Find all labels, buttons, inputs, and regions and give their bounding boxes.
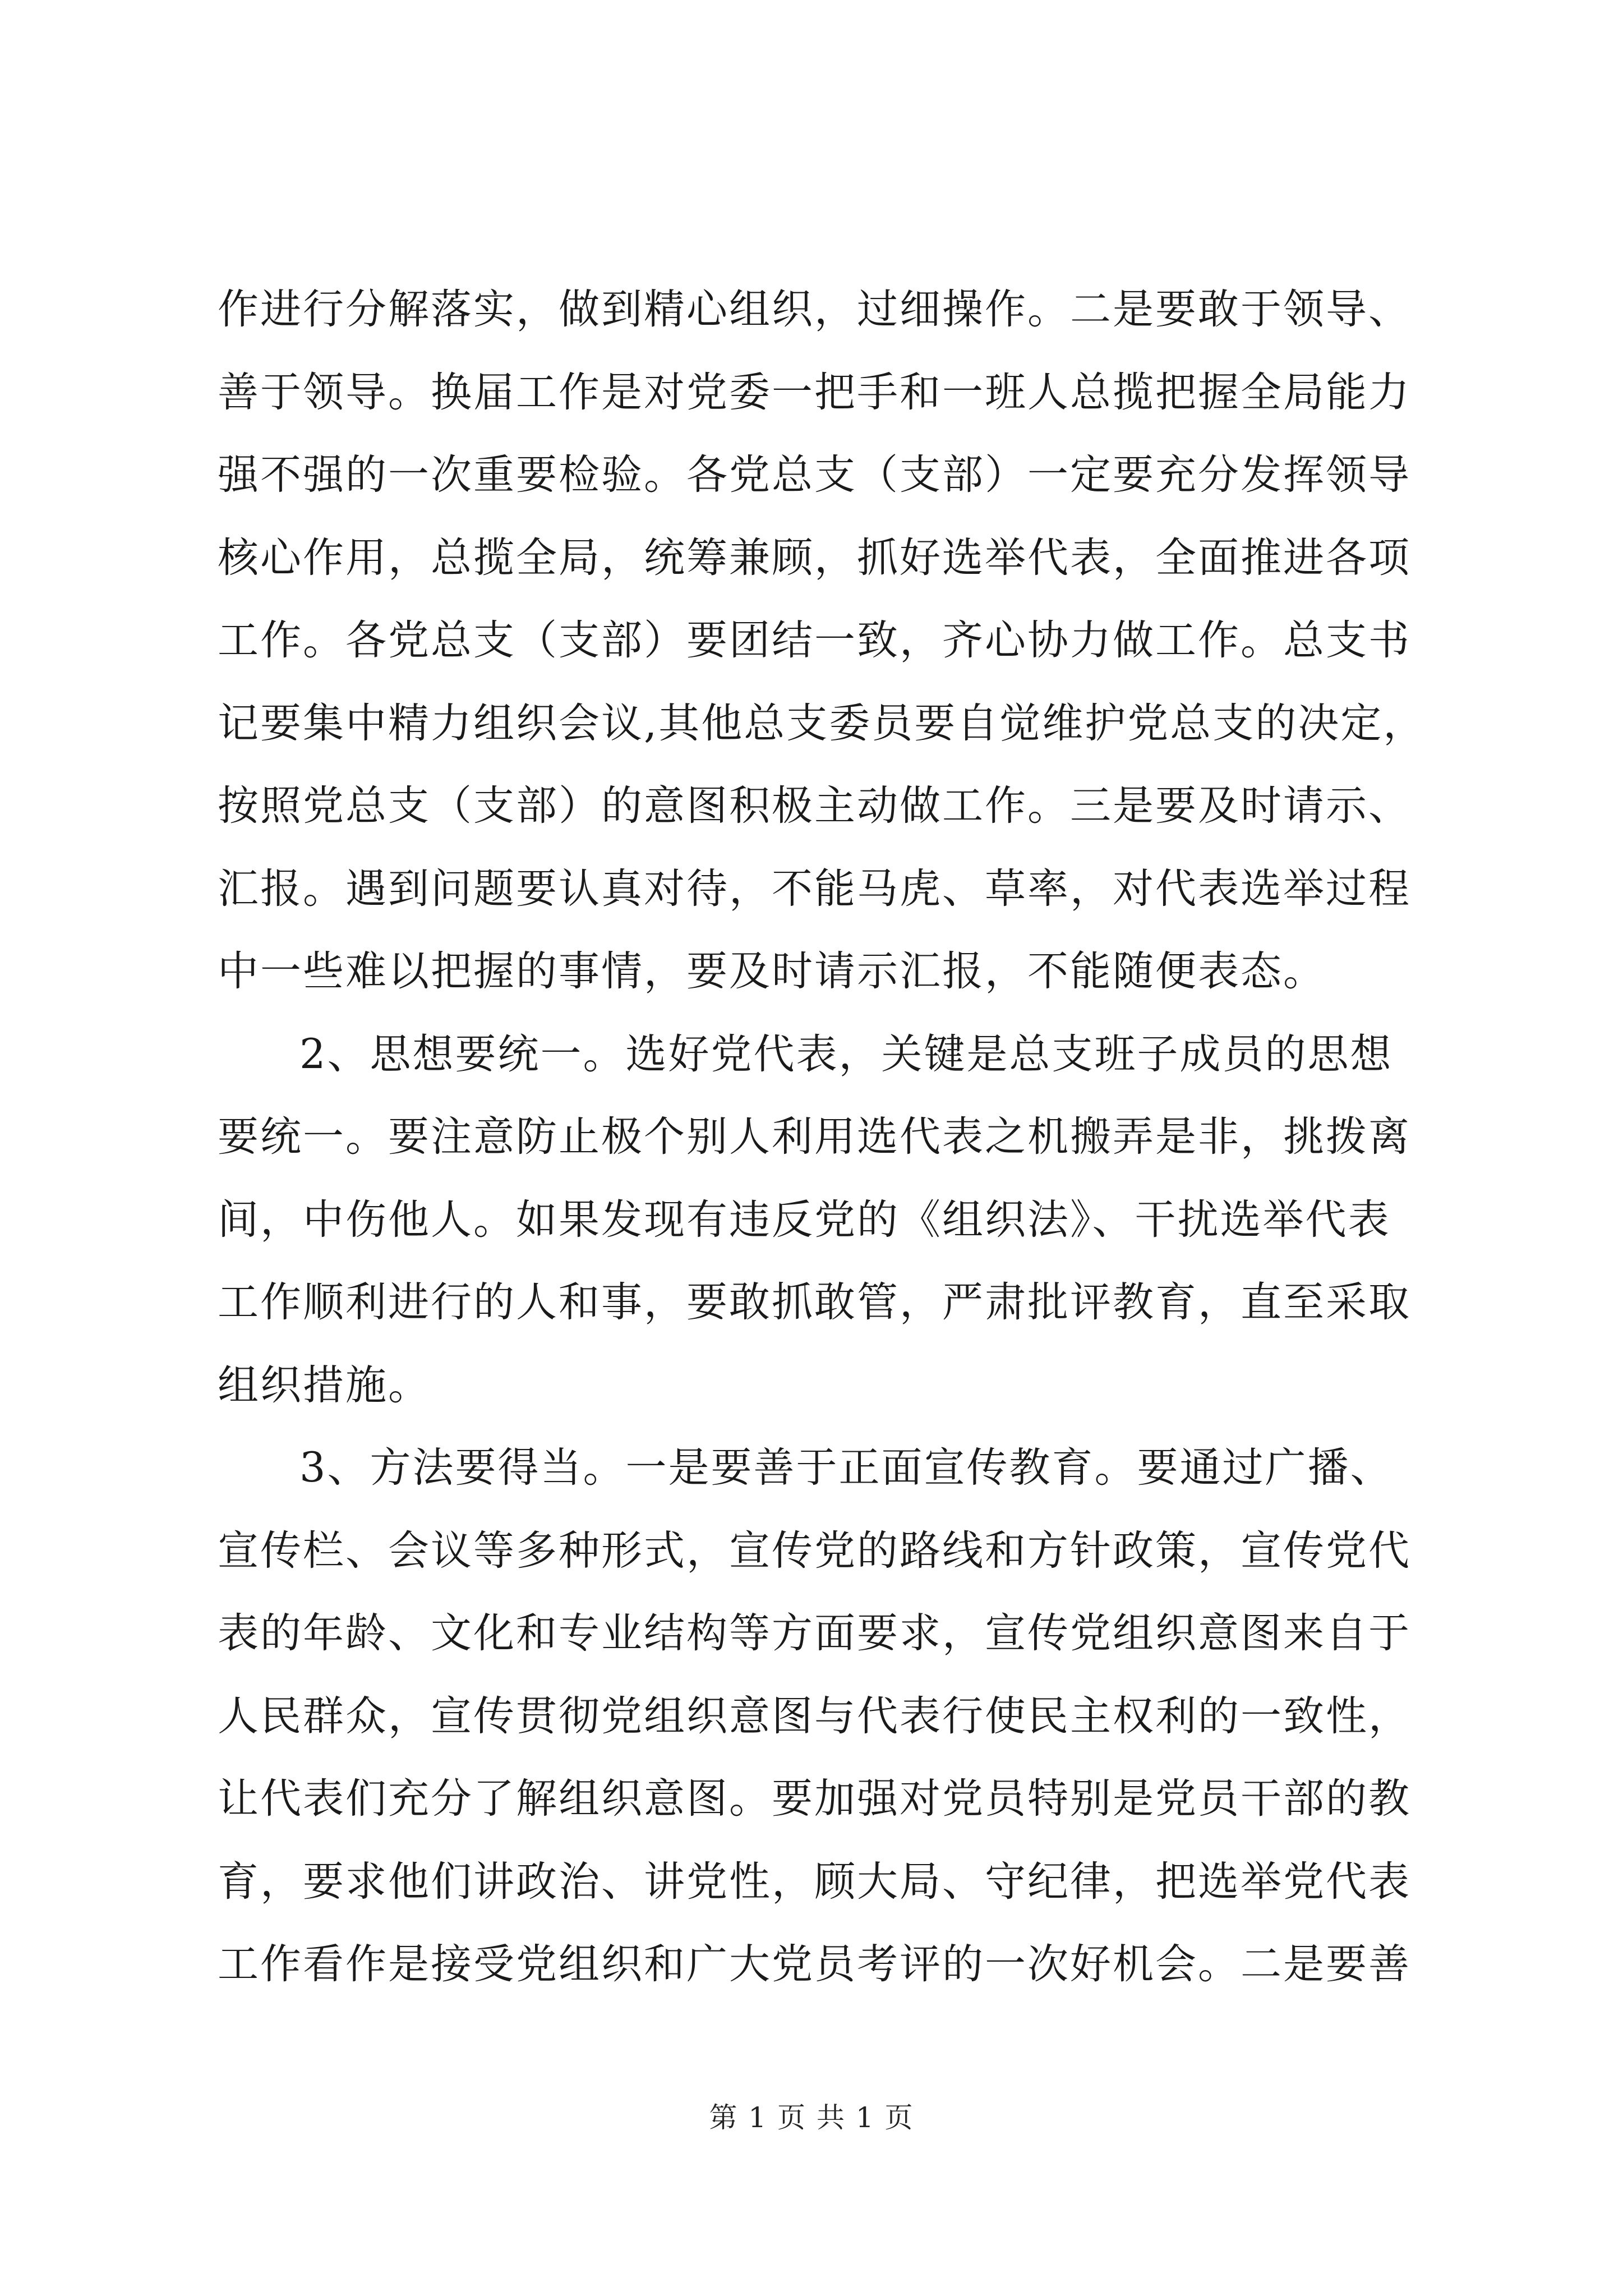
text-line: 育，要求他们讲政治、讲党性，顾大局、守纪律，把选举党代表 bbox=[218, 1857, 1411, 1906]
text-line: 善于领导。换届工作是对党委一把手和一班人总揽把握全局能力 bbox=[218, 368, 1411, 416]
text-line: 表的年龄、文化和专业结构等方面要求，宣传党组织意图来自于 bbox=[218, 1609, 1411, 1657]
text-line: 工作顺利进行的人和事，要敢抓敢管，严肃批评教育，直至采取 bbox=[218, 1278, 1411, 1326]
text-line: 作进行分解落实，做到精心组织，过细操作。二是要敢于领导、 bbox=[218, 286, 1411, 333]
text-line: 强不强的一次重要检验。各党总支（支部）一定要充分发挥领导 bbox=[218, 451, 1411, 499]
text-line: 工作看作是接受党组织和广大党员考评的一次好机会。二是要善 bbox=[218, 1940, 1411, 1988]
text-line: 按照党总支（支部）的意图积极主动做工作。三是要及时请示、 bbox=[218, 782, 1411, 830]
paragraph-start-line: 3、方法要得当。一是要善于正面宣传教育。要通过广播、 bbox=[299, 1444, 1393, 1492]
text-line: 让代表们充分了解组织意图。要加强对党员特别是党员干部的教 bbox=[218, 1775, 1411, 1823]
body-text bbox=[218, 268, 1426, 2006]
text-line: 汇报。遇到问题要认真对待，不能马虎、草率，对代表选举过程 bbox=[218, 864, 1411, 913]
text-line: 核心作用，总揽全局，统筹兼顾，抓好选举代表，全面推进各项 bbox=[218, 533, 1411, 582]
text-line: 宣传栏、会议等多种形式，宣传党的路线和方针政策，宣传党代 bbox=[218, 1526, 1411, 1575]
text-line: 记要集中精力组织会议,其他总支委员要自觉维护党总支的决定， bbox=[218, 699, 1426, 747]
text-line: 组织措施。 bbox=[218, 1361, 431, 1409]
text-line: 要统一。要注意防止极个别人利用选代表之机搬弄是非，挑拨离 bbox=[218, 1113, 1411, 1161]
text-line: 中一些难以把握的事情，要及时请示汇报，不能随便表态。 bbox=[218, 947, 1326, 995]
text-line: 间，中伤他人。如果发现有违反党的《组织法》、干扰选举代表 bbox=[218, 1195, 1391, 1244]
paragraph-start-line: 2、思想要统一。选好党代表，关键是总支班子成员的思想 bbox=[299, 1030, 1393, 1078]
text-line: 工作。各党总支（支部）要团结一致，齐心协力做工作。总支书 bbox=[218, 616, 1411, 664]
page-number-footer: 第 1 页 共 1 页 bbox=[709, 2101, 914, 2134]
text-line: 人民群众，宣传贯彻党组织意图与代表行使民主权利的一致性， bbox=[218, 1692, 1411, 1740]
